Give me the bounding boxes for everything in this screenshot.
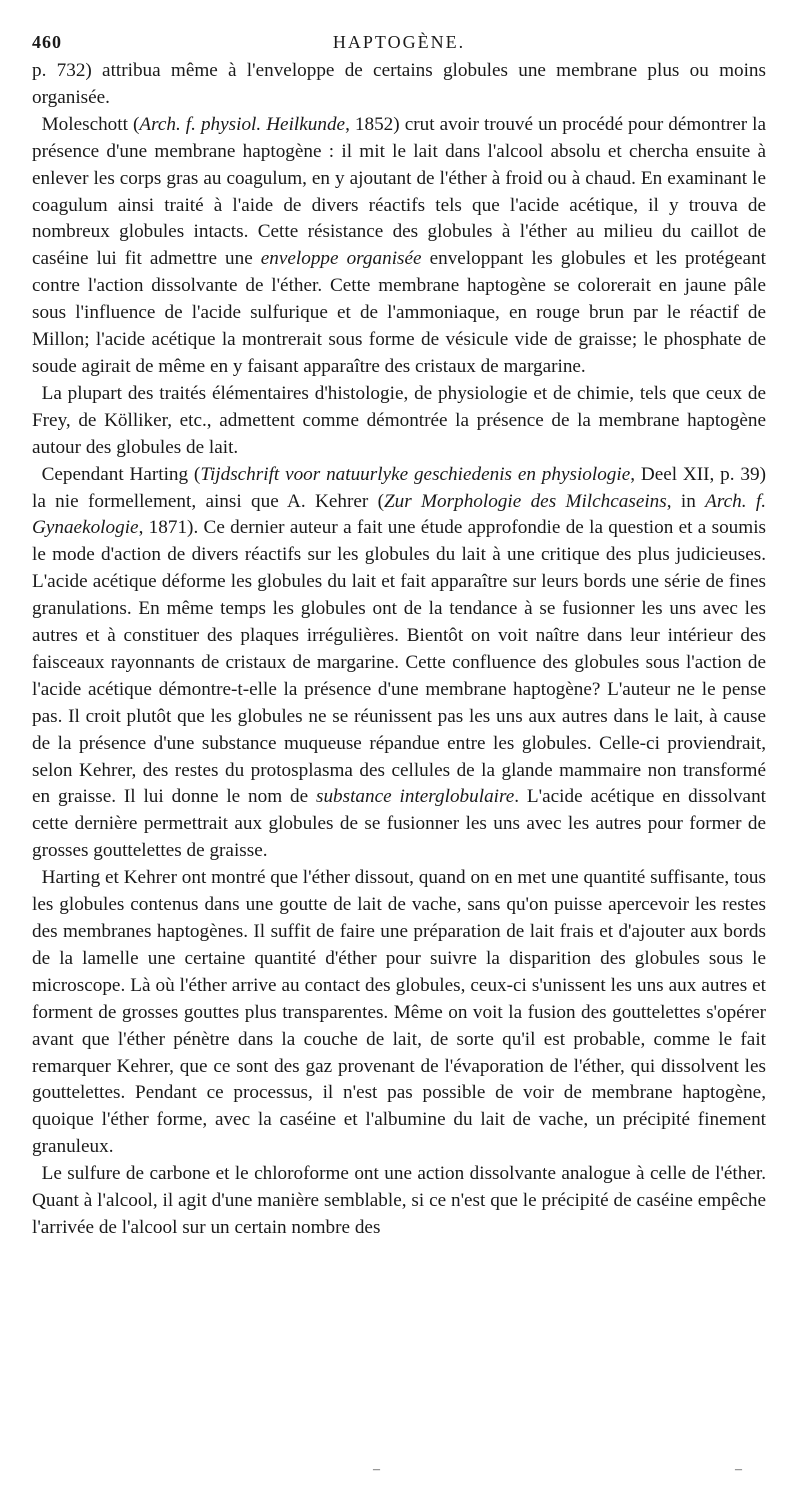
text-run: , 1871). Ce dernier auteur a fait une étude approfondie de la question et a soumis le mode d'action de divers réactifs sur les globules du lait à une critique des plus judicieuses. L'acide acétique déforme les globules du lait et fait apparaître sur leurs bords une série de fines granulations. En même temps les globules ont de la tendance à se fusionner les uns avec les autres et à constituer des plaques irrégulières. Bientôt on voit naître dans leur intérieur des faisceaux rayonnants de cristaux de margarine. Cette confluence des globules sous l'action de l'acide acétique démontre-t-elle la présence d'une membrane haptogène? L'auteur ne le pense pas. Il croit plutôt que les globules ne se réunissent pas les uns aux autres dans le lait, à cause de la présence d'une substance muqueuse répandue entre les globules. Celle-ci proviendrait, selon Kehrer, des restes du protosplasma des cellules de la glande mammaire non transformé en graisse. Il lui donne le nom de: [32, 517, 766, 808]
text-run: , 1852) crut avoir trouvé un procédé pour démontrer la présence d'une membrane haptogène : il mit le lait dans l'alcool absolu et chercha ensuite à enlever les corps gras au coagulum, en y ajoutant de l'éther à froid ou à chaud. En examinant le coagulum ainsi traité à l'aide de divers réactifs tels que l'acide acétique, il y trouva de nombreux globules intacts. Cette résistance des globules à l'éther au milieu du caillot de caséine lui fit admettre une: [32, 113, 766, 270]
text-run: Cependant Harting (: [41, 463, 201, 485]
text-run: , Deel XII, p. 39) la nie formellement, ainsi que A. Kehrer (: [32, 463, 766, 512]
running-title: HAPTOGÈNE.: [332, 32, 466, 52]
text-run: Le sulfure de carbone et le chloroforme ont une action dissolvante analogue à celle de l'éther. Quant à l'alcool, il agit d'une manière semblable, si ce n'est que le précipité de caséine empêche l'arrivée de l'alcool sur un certain nombre des: [32, 1163, 766, 1238]
italic-citation: Arch. f. Gynaekologie: [32, 490, 766, 539]
paragraph: [32, 865, 766, 1161]
text-run: enveloppant les globules et les protégeant contre l'action dissolvante de l'éther. Cette membrane haptogène se colorerait en jaune pâle sous l'influence de l'acide sulfurique et de l'ammoniaque, en rouge brun par le réactif de Millon; l'acide acétique la montrerait sous forme de vésicule vide de graisse; le phosphate de soude agirait de même en y faisant apparaître des cristaux de margarine.: [32, 248, 767, 377]
italic-citation: enveloppe organisée: [260, 248, 422, 270]
text-run: Moleschott (: [41, 113, 140, 135]
text-run: , in: [666, 490, 706, 512]
paragraph: [32, 112, 766, 381]
text-run: Harting et Kehrer ont montré que l'éther dissout, quand on en met une quantité suffisante, tous les globules contenus dans une goutte de lait de vache, sans qu'on puisse apercevoir les restes des membranes haptogènes. Il suffit de faire une préparation de lait frais et d'ajouter aux bords de la lamelle une certaine quantité d'éther pour suivre la disparition des globules sous le microscope. Là où l'éther arrive au contact des globules, ceux-ci s'unissent les uns aux autres et forment de grosses gouttes plus transparentes. Même on voit la fusion des gouttelettes s'opérer avant que l'éther pénètre dans la couche de lait, de sorte qu'il est probable, comme le fait remarquer Kehrer, que ce sont des gaz provenant de l'évaporation de l'éther, qui dissolvent les gouttelettes. Pendant ce processus, il n'est pas possible de voir de membrane haptogène, quoique l'éther forme, avec la caséine et l'albumine du lait de vache, un précipité finement granuleux.: [32, 867, 766, 1158]
text-run: La plupart des traités élémentaires d'histologie, de physiologie et de chimie, tels que ceux de Frey, de Kölliker, etc., admettent comme démontrée la présence de la membrane haptogène autour des globules de lait.: [32, 382, 766, 458]
footer-mark: ‒: [735, 1462, 742, 1477]
paragraph: [32, 1161, 766, 1242]
text-run: . L'acide acétique en dissolvant cette dernière permettrait aux globules de se fusionner les uns avec les autres pour former de grosses gouttelettes de graisse.: [32, 786, 767, 862]
footer-mark: ‒: [373, 1462, 380, 1477]
paragraph: [32, 462, 766, 866]
italic-citation: Tijdschrift voor natuurlyke geschiedenis en physiologie: [200, 463, 631, 485]
paragraph: [32, 58, 766, 112]
italic-citation: substance interglobulaire: [315, 786, 515, 808]
page-number: 460: [32, 32, 62, 52]
footer-marks: [0, 1462, 800, 1482]
body-text: [32, 58, 766, 1242]
italic-citation: Zur Morphologie des Milchcaseins: [383, 490, 667, 512]
book-page: [32, 28, 766, 1242]
running-head: [32, 28, 766, 58]
text-run: p. 732) attribua même à l'enveloppe de certains globules une membrane plus ou moins organisée.: [32, 60, 766, 108]
paragraph: [32, 381, 766, 462]
italic-citation: Arch. f. physiol. Heilkunde: [139, 113, 346, 135]
